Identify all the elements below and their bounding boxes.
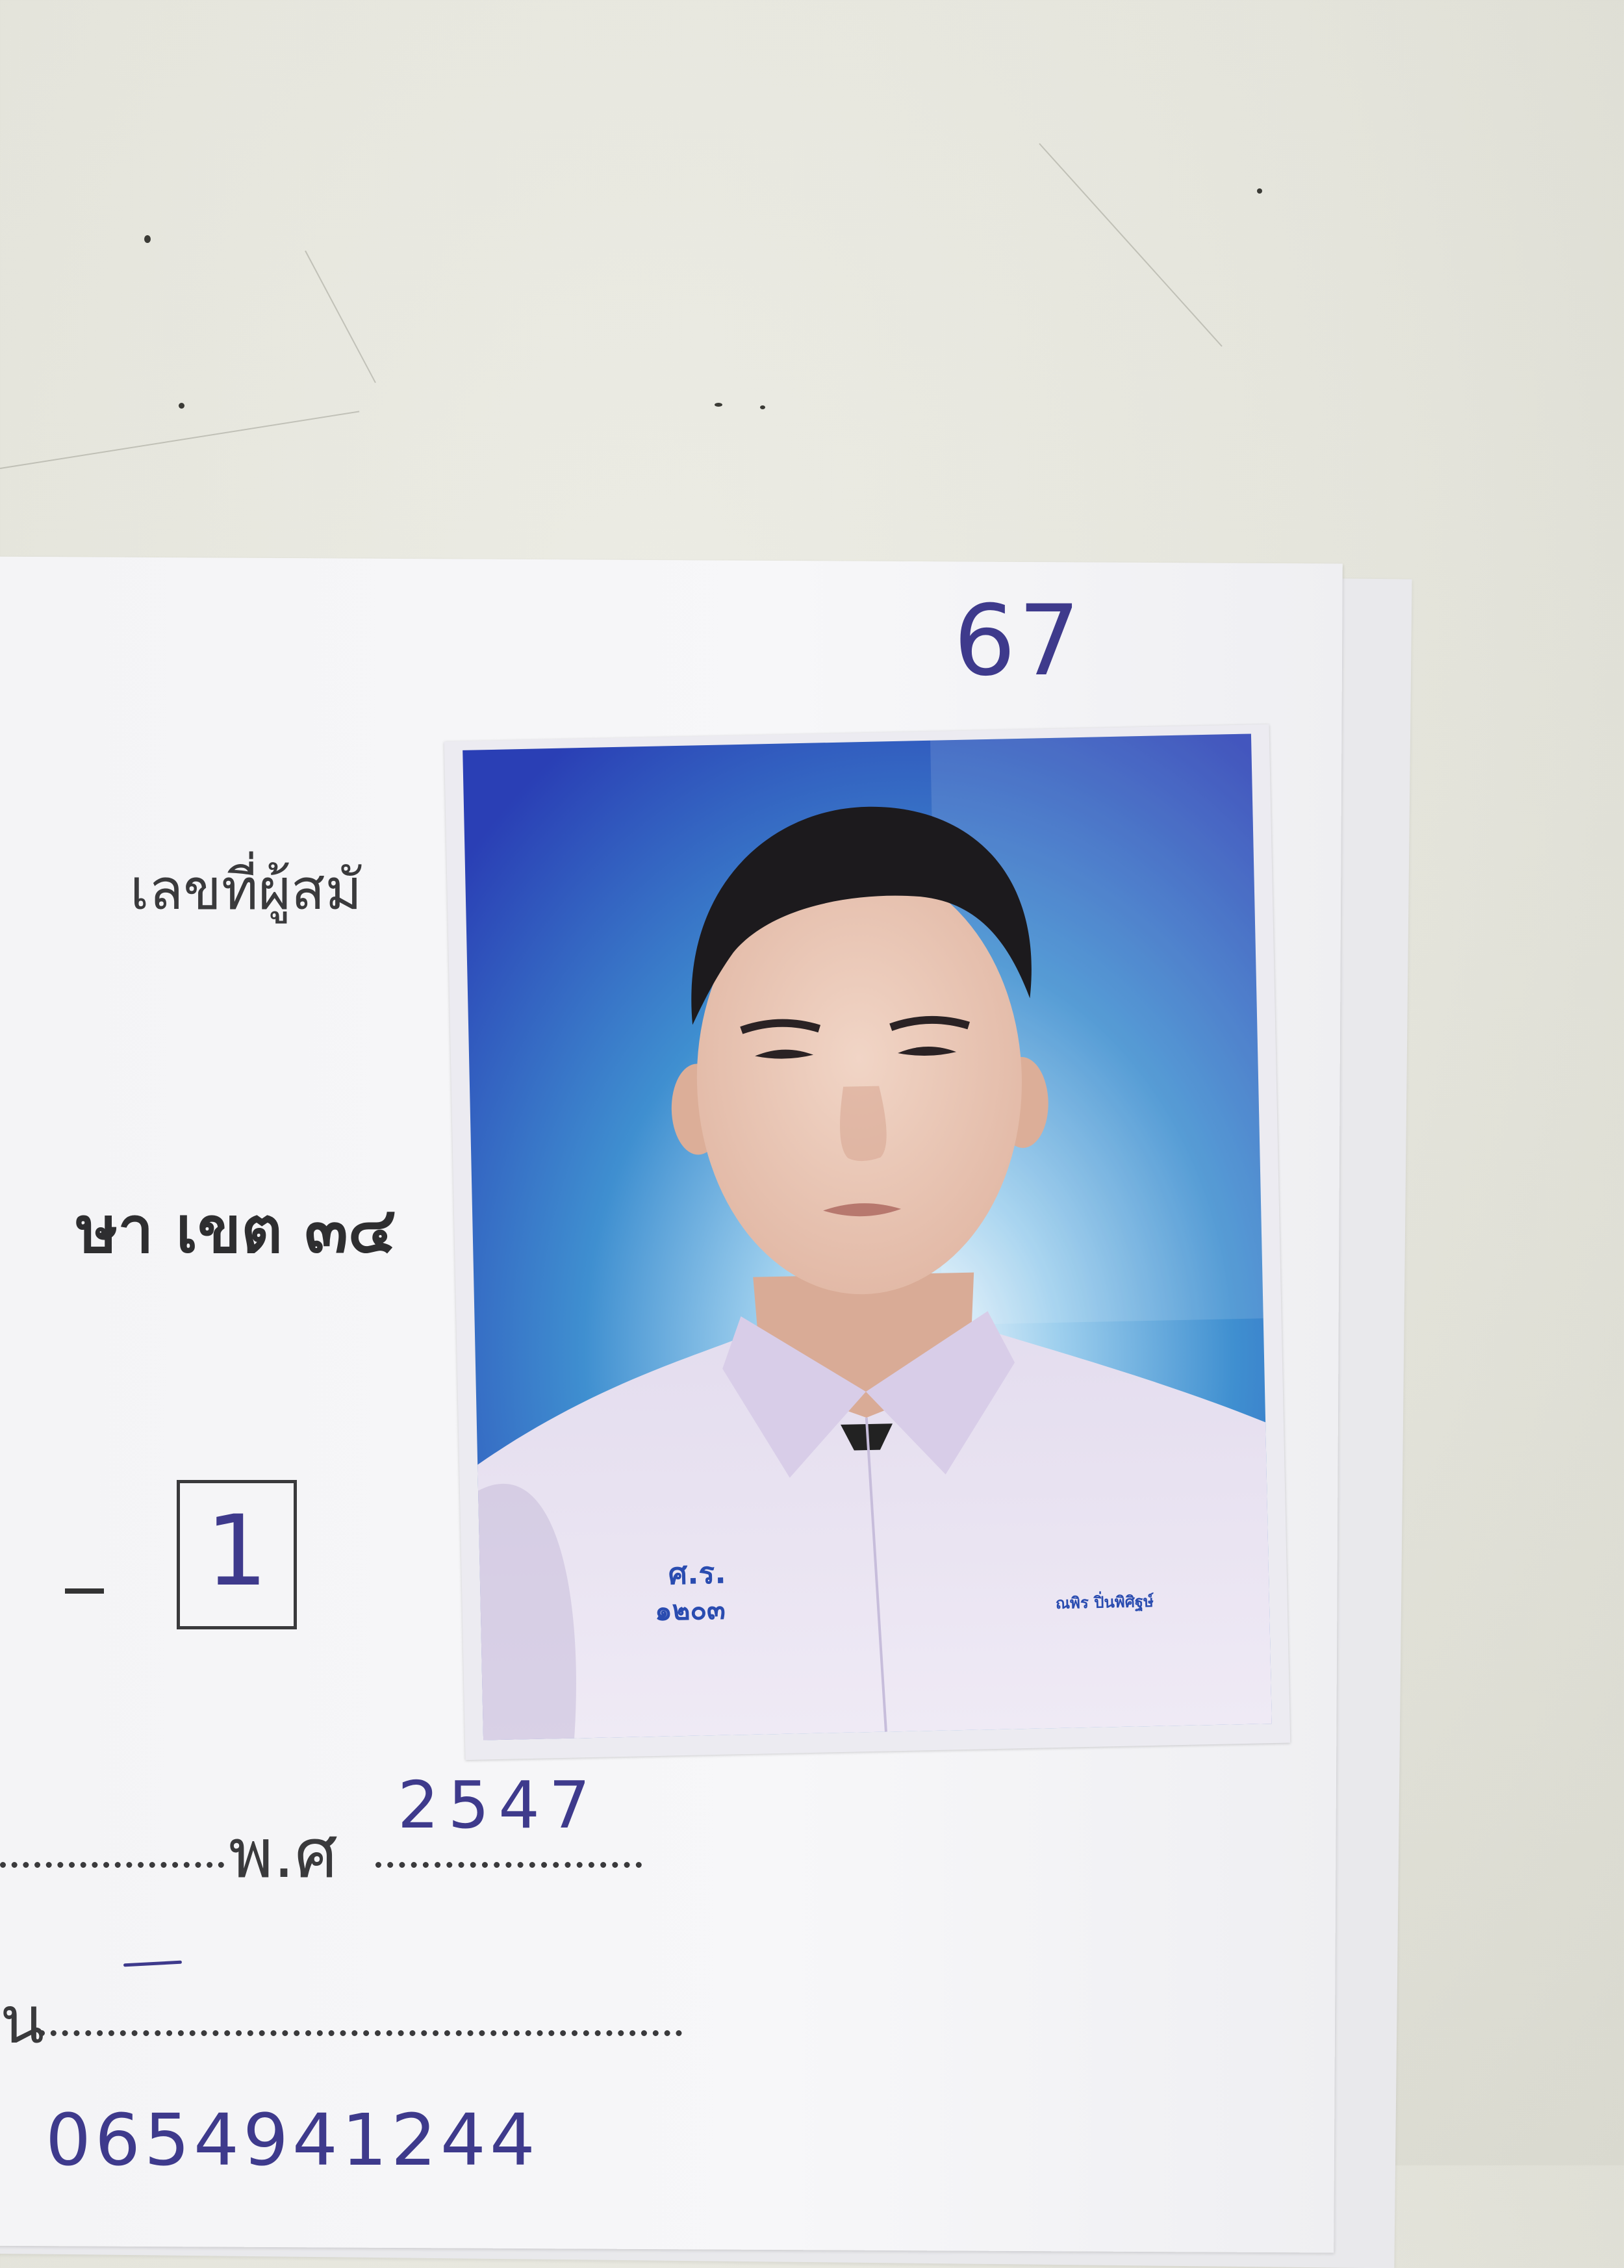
speck [179, 403, 184, 409]
shirt-name: ณพิร ปิ่นพิศิฐษ์ [1055, 1592, 1154, 1613]
speck [144, 235, 151, 243]
speck [715, 403, 722, 407]
number-box [177, 1480, 297, 1629]
applicant-number-label: เลขที่ผู้สมั [130, 858, 362, 923]
box-digit: 1 [205, 1495, 268, 1608]
region-text: ษา เขต ๓๔ [75, 1193, 396, 1268]
speck [1257, 188, 1262, 194]
id-photo [463, 733, 1272, 1740]
dotted-line [0, 1862, 224, 1868]
dotted-line [375, 1862, 642, 1868]
scratch [0, 411, 359, 469]
speck [760, 405, 765, 409]
sheet-number: 67 [954, 585, 1083, 698]
nose [839, 1086, 887, 1161]
printed-dash [65, 1588, 104, 1594]
birth-year: 2547 [398, 1767, 600, 1843]
partial-label: น [0, 1982, 45, 2058]
scratch [1039, 143, 1223, 346]
phone-number: 0654941244 [45, 2098, 539, 2182]
year-label: พ.ศ [229, 1814, 338, 1893]
shirt-number: ๑๒๐๓ [654, 1593, 726, 1627]
portrait-svg [463, 733, 1272, 1740]
dotted-line [39, 2030, 682, 2036]
scratch [305, 251, 376, 383]
shirt-initials: ศ.ร. [668, 1555, 727, 1592]
